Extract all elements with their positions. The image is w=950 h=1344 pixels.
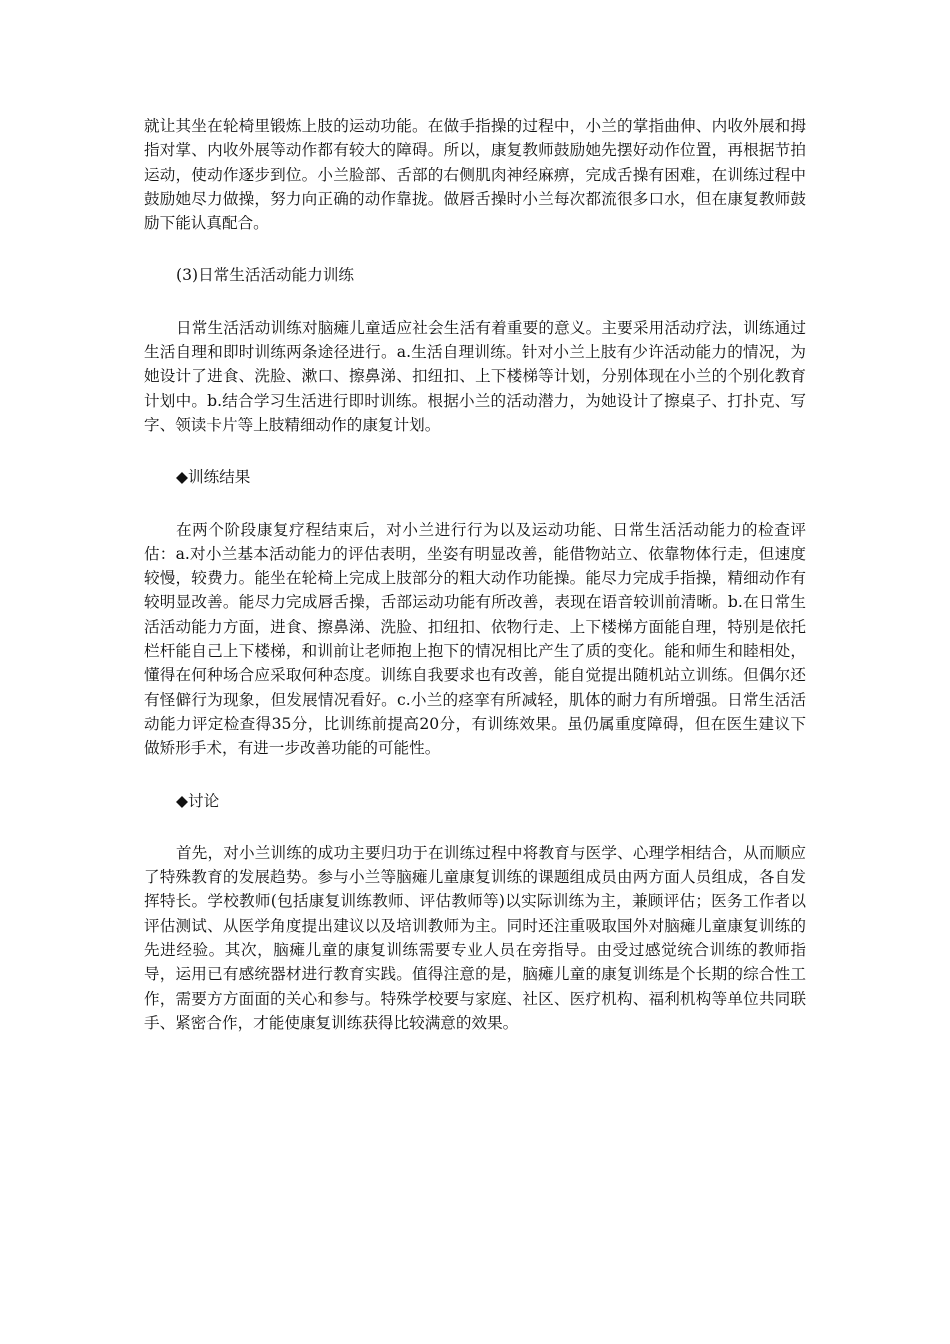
section-heading-discussion: ◆讨论 (176, 791, 220, 810)
paragraph-daily-living-training: 日常生活活动训练对脑瘫儿童适应社会生活有着重要的意义。主要采用活动疗法，训练通过生活自理和即时训练两条途径进行。a.生活自理训练。针对小兰上肢有少许活动能力的情况，为她设计了进食、洗脸、漱口、擦鼻涕、扣纽扣、上下楼梯等计划，分别体现在小兰的个别化教育计划中。b.结合学习生活进行即时训练。根据小兰的活动潜力，为她设计了擦桌子、打扑克、写字、领读卡片等上肢精细动作的康复计划。 (144, 318, 806, 434)
paragraph-spacer (144, 437, 806, 465)
paragraph-spacer (144, 761, 806, 789)
paragraph-training-results: 在两个阶段康复疗程结束后，对小兰进行行为以及运动功能、日常生活活动能力的检查评估：a.对小兰基本活动能力的评估表明，坐姿有明显改善，能借物站立、依靠物体行走，但速度较慢，较费力。能坐在轮椅上完成上肢部分的粗大动作功能操。能尽力完成手指操，精细动作有较明显改善。能尽力完成唇舌操，舌部运动功能有所改善，表现在语音较训前清晰。b.在日常生活活动能力方面，进食、擦鼻涕、洗脸、扣纽扣、依物行走、上下楼梯方面能自理，特别是依托栏杆能自己上下楼梯，和训前让老师抱上抱下的情况相比产生了质的变化。能和师生和睦相处，懂得在何种场合应采取何种态度。训练自我要求也有改善，能自觉提出随机站立训练。但偶尔还有怪僻行为现象，但发展情况看好。c.小兰的痉挛有所减轻，肌体的耐力有所增强。日常生活活动能力评定检查得35分，比训练前提高20分，有训练效果。虽仍属重度障碍，但在医生建议下做矫形手术，有进一步改善功能的可能性。 (144, 520, 806, 758)
heading-spacer (144, 288, 806, 316)
paragraph-discussion: 首先，对小兰训练的成功主要归功于在训练过程中将教育与医学、心理学相结合，从而顺应了特殊教育的发展趋势。参与小兰等脑瘫儿童康复训练的课题组成员由两方面人员组成，各自发挥特长。学校教师(包括康复训练教师、评估教师等)以实际训练为主，兼顾评估；医务工作者以评估测试、从医学角度提出建议以及培训教师为主。同时还注重吸取国外对脑瘫儿童康复训练的先进经验。其次，脑瘫儿童的康复训练需要专业人员在旁指导。由受过感觉统合训练的教师指导，运用已有感统器材进行教育实践。值得注意的是，脑瘫儿童的康复训练是个长期的综合性工作，需要方方面面的关心和参与。特殊学校要与家庭、社区、医疗机构、福利机构等单位共同联手、紧密合作，才能使康复训练获得比较满意的效果。 (144, 843, 806, 1032)
section-heading-daily-living: (3)日常生活活动能力训练 (176, 266, 355, 285)
section-heading-results: ◆训练结果 (176, 468, 251, 487)
heading-spacer (144, 813, 806, 841)
paragraph-spacer (144, 235, 806, 263)
paragraph-arm-training: 就让其坐在轮椅里锻炼上肢的运动功能。在做手指操的过程中，小兰的掌指曲伸、内收外展和拇指对掌、内收外展等动作都有较大的障碍。所以，康复教师鼓励她先摆好动作位置，再根据节拍运动，使动作逐步到位。小兰脸部、舌部的右侧肌肉神经麻痹，完成舌操有困难，在训练过程中鼓励她尽力做操，努力向正确的动作靠拢。做唇舌操时小兰每次都流很多口水，但在康复教师鼓励下能认真配合。 (144, 117, 806, 233)
heading-spacer (144, 490, 806, 518)
document-page (144, 114, 806, 1035)
